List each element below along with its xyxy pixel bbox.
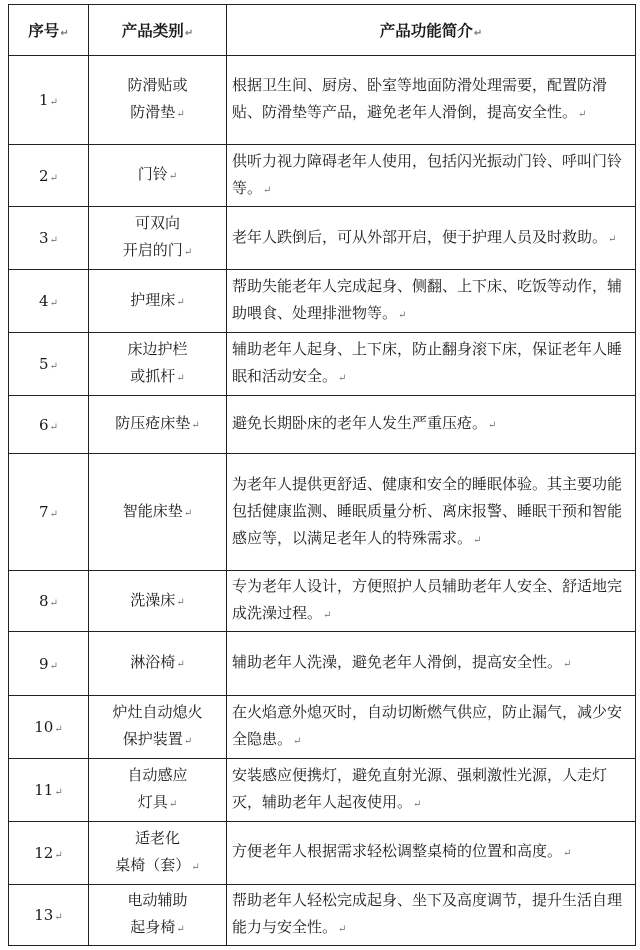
table-row [9, 56, 636, 145]
row-category [89, 632, 227, 696]
paragraph-mark: ↵ [49, 509, 58, 521]
paragraph-mark: ↵ [473, 534, 482, 546]
table-row [9, 632, 636, 696]
row-number [9, 145, 89, 207]
category-line: 灯具 [137, 792, 168, 811]
product-table [8, 4, 636, 946]
paragraph-mark: ↵ [191, 861, 200, 873]
category-line: 自动感应 [127, 765, 188, 784]
paragraph-mark: ↵ [338, 923, 347, 935]
category-line: 防滑垫 [130, 103, 176, 122]
row-number-text: 5 [39, 355, 49, 374]
row-description [227, 884, 636, 945]
table-row [9, 696, 636, 759]
row-description [227, 632, 636, 696]
row-description [227, 696, 636, 759]
paragraph-mark: ↵ [54, 724, 63, 735]
row-category [89, 571, 227, 632]
category-line: 桌椅（套） [115, 855, 191, 874]
paragraph-mark: ↵ [176, 373, 185, 385]
table-body [9, 56, 636, 946]
category-line: 电动辅助 [127, 890, 188, 909]
paragraph-mark: ↵ [488, 420, 497, 432]
row-number [9, 821, 89, 884]
row-category [89, 759, 227, 822]
row-number-text: 11 [34, 780, 54, 799]
paragraph-mark: ↵ [49, 361, 58, 373]
row-category [89, 333, 227, 396]
paragraph-mark: ↵ [176, 296, 185, 308]
description-text: 老年人跌倒后，可从外部开启，便于护理人员及时救助。 [232, 227, 608, 246]
row-category [89, 145, 227, 207]
table-row [9, 759, 636, 822]
description-text: 根据卫生间、厨房、卧室等地面防滑处理需要，配置防滑贴、防滑垫等产品，避免老年人滑倒，提高安全性。 [232, 76, 608, 122]
table-row [9, 884, 636, 945]
table-row [9, 396, 636, 454]
paragraph-mark: ↵ [54, 786, 63, 798]
row-description [227, 270, 636, 333]
category-line: 炉灶自动熄火 [112, 703, 203, 721]
description-text: 专为老年人设计，方便照护人员辅助老年人安全、舒适地完成洗澡过程。 [232, 577, 623, 623]
row-number-text: 10 [34, 718, 54, 736]
description-text: 供听力视力障碍老年人使用，包括闪光振动门铃、呼叫门铃等。 [232, 151, 623, 197]
row-number [9, 884, 89, 945]
category-line: 可双向 [134, 214, 180, 233]
row-number-text: 4 [39, 292, 49, 311]
row-number [9, 759, 89, 822]
row-number [9, 571, 89, 632]
paragraph-mark: ↵ [608, 233, 617, 245]
category-line: 防压疮床垫 [115, 414, 191, 433]
paragraph-mark: ↵ [563, 659, 572, 671]
paragraph-mark: ↵ [54, 849, 63, 861]
row-category [89, 454, 227, 571]
category-line: 门铃 [137, 165, 168, 184]
paragraph-mark: ↵ [176, 109, 185, 121]
row-number [9, 333, 89, 396]
category-line: 起身椅 [130, 917, 176, 936]
header-row [9, 5, 636, 56]
paragraph-mark: ↵ [49, 172, 58, 184]
row-number-text: 1 [39, 91, 49, 110]
row-category [89, 396, 227, 454]
row-description [227, 207, 636, 270]
paragraph-mark: ↵ [49, 421, 58, 433]
description-text: 辅助老年人洗澡，避免老年人滑倒，提高安全性。 [232, 653, 563, 672]
header-num: 序号↵ [9, 5, 89, 56]
row-description [227, 759, 636, 822]
table-row [9, 145, 636, 207]
description-text: 在火焰意外熄灭时，自动切断燃气供应，防止漏气，减少安全隐患。 [232, 703, 623, 748]
description-text: 避免长期卧床的老年人发生严重压疮。 [232, 414, 488, 433]
row-number [9, 696, 89, 759]
row-number-text: 3 [39, 229, 49, 248]
row-description [227, 571, 636, 632]
row-description [227, 333, 636, 396]
table-row [9, 270, 636, 333]
header-category: 产品类别↵ [89, 5, 227, 56]
paragraph-mark: ↵ [293, 736, 302, 747]
paragraph-mark: ↵ [323, 610, 332, 622]
row-number [9, 454, 89, 571]
paragraph-mark: ↵ [168, 171, 178, 183]
header-description: 产品功能简介↵ [227, 5, 636, 56]
row-number [9, 56, 89, 145]
paragraph-mark: ↵ [176, 923, 185, 935]
paragraph-mark: ↵ [263, 184, 272, 196]
row-category [89, 56, 227, 145]
paragraph-mark: ↵ [191, 420, 200, 432]
row-number [9, 396, 89, 454]
category-line: 智能床垫 [122, 501, 183, 520]
paragraph-mark: ↵ [183, 507, 193, 519]
row-number [9, 632, 89, 696]
row-number-text: 6 [39, 415, 49, 434]
category-line: 床边护栏 [127, 340, 188, 359]
table-row [9, 454, 636, 571]
category-line: 或抓杆 [130, 367, 176, 386]
paragraph-mark: ↵ [183, 736, 193, 747]
description-text: 方便老年人根据需求轻松调整桌椅的位置和高度。 [232, 842, 563, 861]
table-row [9, 207, 636, 270]
table-row [9, 333, 636, 396]
paragraph-mark: ↵ [578, 109, 587, 121]
row-category [89, 884, 227, 945]
paragraph-mark: ↵ [398, 310, 407, 322]
row-category [89, 821, 227, 884]
row-number-text: 9 [39, 654, 49, 673]
row-category [89, 696, 227, 759]
description-text: 帮助失能老年人完成起身、侧翻、上下床、吃饭等动作，辅助喂食、处理排泄物等。 [232, 277, 623, 323]
row-description [227, 56, 636, 145]
paragraph-mark: ↵ [413, 798, 422, 810]
row-number-text: 2 [39, 166, 49, 185]
description-text: 安装感应便携灯，避免直射光源、强刺激性光源，人走灯灭，辅助老年人起夜使用。 [232, 765, 608, 811]
paragraph-mark: ↵ [183, 247, 193, 259]
paragraph-mark: ↵ [176, 596, 185, 608]
row-description [227, 145, 636, 207]
row-number-text: 8 [39, 592, 49, 611]
row-description [227, 821, 636, 884]
description-text: 辅助老年人起身、上下床，防止翻身滚下床，保证老年人睡眠和活动安全。 [232, 340, 623, 386]
paragraph-mark: ↵ [176, 659, 185, 671]
paragraph-mark: ↵ [563, 848, 572, 860]
table-row [9, 821, 636, 884]
row-description [227, 396, 636, 454]
category-line: 防滑贴或 [127, 76, 188, 95]
category-line: 淋浴椅 [130, 653, 176, 672]
paragraph-mark: ↵ [49, 235, 58, 247]
paragraph-mark: ↵ [49, 598, 58, 610]
row-number-text: 12 [34, 843, 54, 862]
description-text: 为老年人提供更舒适、健康和安全的睡眠体验。其主要功能包括健康监测、睡眠质量分析、离床报警、睡眠干预和智能感应等，以满足老年人的特殊需求。 [232, 474, 623, 547]
table-row [9, 571, 636, 632]
category-line: 适老化 [134, 828, 180, 847]
paragraph-mark: ↵ [338, 373, 347, 385]
row-number-text: 13 [34, 905, 54, 924]
paragraph-mark: ↵ [54, 911, 63, 923]
description-text: 帮助老年人轻松完成起身、坐下及高度调节，提升生活自理能力与安全性。 [232, 890, 623, 936]
category-line: 保护装置 [122, 730, 183, 748]
category-line: 开启的门 [122, 241, 183, 260]
row-category [89, 270, 227, 333]
row-description [227, 454, 636, 571]
paragraph-mark: ↵ [49, 660, 58, 672]
paragraph-mark: ↵ [49, 298, 58, 310]
row-number [9, 270, 89, 333]
paragraph-mark: ↵ [49, 97, 58, 109]
row-category [89, 207, 227, 270]
row-number-text: 7 [39, 503, 49, 522]
row-number [9, 207, 89, 270]
paragraph-mark: ↵ [168, 798, 178, 810]
category-line: 护理床 [130, 290, 176, 309]
category-line: 洗澡床 [130, 590, 176, 609]
